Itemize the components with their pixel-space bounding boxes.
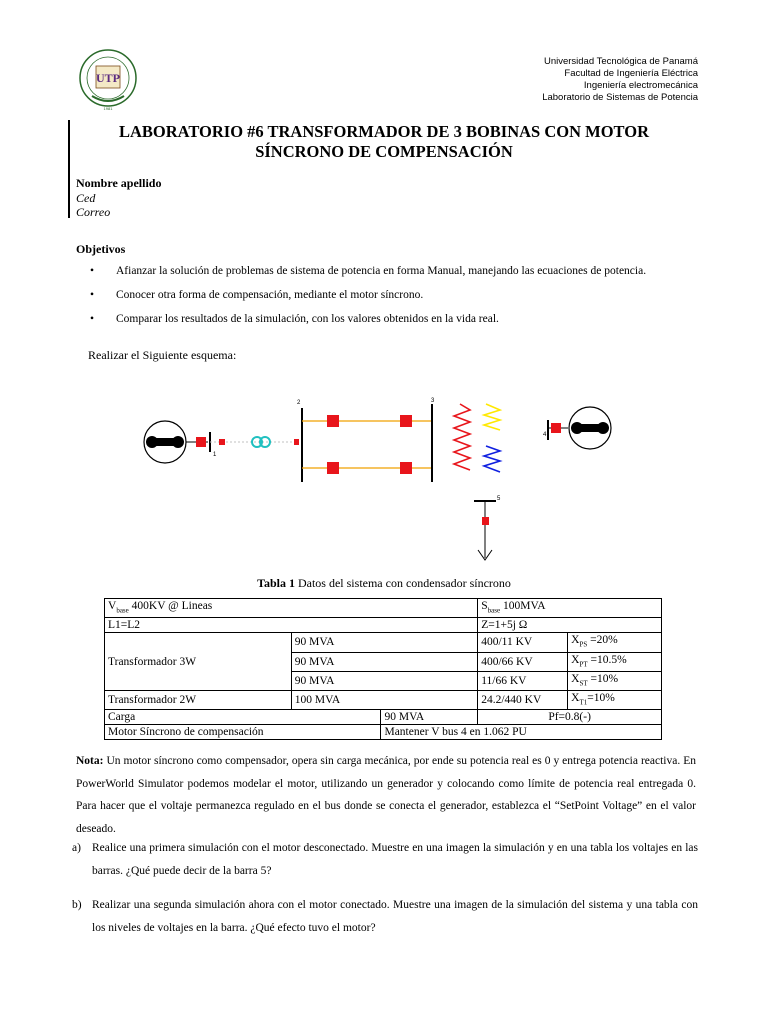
title-line-2: SÍNCRONO DE COMPENSACIÓN (255, 142, 513, 161)
institution-line: Facultad de Ingeniería Eléctrica (564, 68, 698, 79)
reactance-cell: $X_{T1}=10\%$ (568, 691, 662, 710)
breaker-icon (482, 517, 489, 525)
breaker-icon (327, 415, 339, 427)
system-data-table-body (104, 598, 662, 740)
objective-item: • Conocer otra forma de compensación, mediante el motor síncrono. (90, 286, 730, 310)
load-mva-cell: 90 MVA (381, 710, 478, 725)
reactance-cell: $X_{PT} =10.5\%$ (568, 652, 662, 671)
question-b (72, 894, 698, 939)
question-text: Realizar una segunda simulación ahora con el motor conectado. Muestre una imagen de la simulación del sistema y una tabla con los niveles de voltajes en la barra. ¿Qué efecto tuvo el motor? (92, 899, 698, 934)
caption-text: Datos del sistema con condensador síncrono (294, 576, 511, 590)
lines-cell: L1=L2 (105, 618, 478, 633)
breaker-icon (219, 439, 225, 445)
question-a (72, 837, 698, 882)
institution-block (542, 56, 698, 104)
objectives-list (90, 262, 730, 334)
note-text: Un motor síncrono como compensador, opera sin carga mecánica, por ende su potencia real es 0 y entrega potencia reactiva. En PowerWorld Simulator podemos modelar el motor, utilizando un generador y colocando como límite de potencia real entregada 0. Para hacer que el voltaje permanezca regulado en el bus donde se conecta el generador, establezca el “SetPoint Voltage” en el valor deseado. (76, 755, 696, 835)
table-row (105, 725, 662, 740)
table-caption (0, 576, 768, 591)
intro-text: Realizar el Siguiente esquema: (88, 348, 237, 362)
note-paragraph (76, 750, 696, 840)
table-row (105, 618, 662, 633)
student-info (76, 176, 161, 220)
breaker-icon (551, 423, 561, 433)
vbase-cell: $V_{base}$ 400KV @ Lineas (105, 599, 478, 618)
margin-rule (68, 120, 70, 218)
institution-line: Laboratorio de Sistemas de Potencia (542, 92, 698, 103)
logo-monogram: UTP (96, 71, 120, 85)
load-pf-cell: Pf=0.8(-) (478, 710, 662, 725)
kv-cell: 400/11 KV (478, 633, 568, 652)
bus-5-label: 5 (497, 496, 501, 502)
title-line-1: LABORATORIO #6 TRANSFORMADOR DE 3 BOBINAS CON MOTOR (118, 122, 650, 141)
student-name: Nombre apellido (76, 176, 162, 190)
bus-1-label: 1 (213, 452, 217, 458)
t3w-label-cell: Transformador 3W (105, 633, 292, 691)
kv-cell: 11/66 KV (478, 671, 568, 690)
breaker-icon (294, 439, 299, 445)
reactance-cell: $X_{ST} =10\%$ (568, 671, 662, 690)
mva-cell: 90 MVA (291, 671, 478, 690)
kv-cell: 400/66 KV (478, 652, 568, 671)
logo-year: 1981 (103, 106, 113, 111)
mva-cell: 90 MVA (291, 652, 478, 671)
table-row (105, 710, 662, 725)
bus-2-label: 2 (297, 400, 301, 406)
load-label-cell: Carga (105, 710, 381, 725)
mva-cell: 100 MVA (291, 691, 478, 710)
table-row (105, 691, 662, 710)
bus-3-label: 3 (431, 398, 435, 404)
bus-4-label: 4 (543, 432, 547, 438)
question-text: Realice una primera simulación con el motor desconectado. Muestre en una imagen la simulación y en una tabla los voltajes en las barras. ¿Qué puede decir de la barra 5? (92, 842, 698, 877)
question-label: b) (72, 899, 82, 911)
table-row (105, 599, 662, 618)
institution-line: Ingeniería electromecánica (583, 80, 698, 91)
motor-label-cell: Motor Síncrono de compensación (105, 725, 381, 740)
kv-cell: 24.2/440 KV (478, 691, 568, 710)
institution-line: Universidad Tecnológica de Panamá (543, 56, 698, 67)
transformer-3w-icon (454, 404, 500, 472)
university-seal-logo (78, 46, 138, 114)
generator-icon (144, 421, 186, 463)
sbase-cell: $S_{base}$ 100MVA (478, 599, 662, 618)
note-label: Nota: (76, 755, 104, 767)
t2w-label-cell: Transformador 2W (105, 691, 292, 710)
impedance-cell: Z=1+5j Ω (478, 618, 662, 633)
page-title (80, 122, 688, 162)
objective-item: • Comparar los resultados de la simulación, con los valores obtenidos en la vida real. (90, 310, 730, 334)
reactance-cell: $X_{PS} =20\%$ (568, 633, 662, 652)
question-label: a) (72, 842, 81, 854)
breaker-icon (196, 437, 206, 447)
mva-cell: 90 MVA (291, 633, 478, 652)
breaker-icon (400, 462, 412, 474)
one-line-diagram (130, 390, 630, 570)
caption-label: Tabla 1 (257, 576, 295, 590)
student-id: Ced (76, 190, 96, 205)
breaker-icon (327, 462, 339, 474)
objectives-heading: Objetivos (76, 242, 126, 256)
breaker-icon (400, 415, 412, 427)
table-row (105, 633, 662, 652)
synchronous-motor-icon (569, 407, 611, 449)
student-email: Correo (76, 205, 111, 219)
objective-item: • Afianzar la solución de problemas de sistema de potencia en forma Manual, manejando las ecuaciones de potencia. (90, 262, 730, 286)
motor-value-cell: Mantener V bus 4 en 1.062 PU (381, 725, 662, 740)
